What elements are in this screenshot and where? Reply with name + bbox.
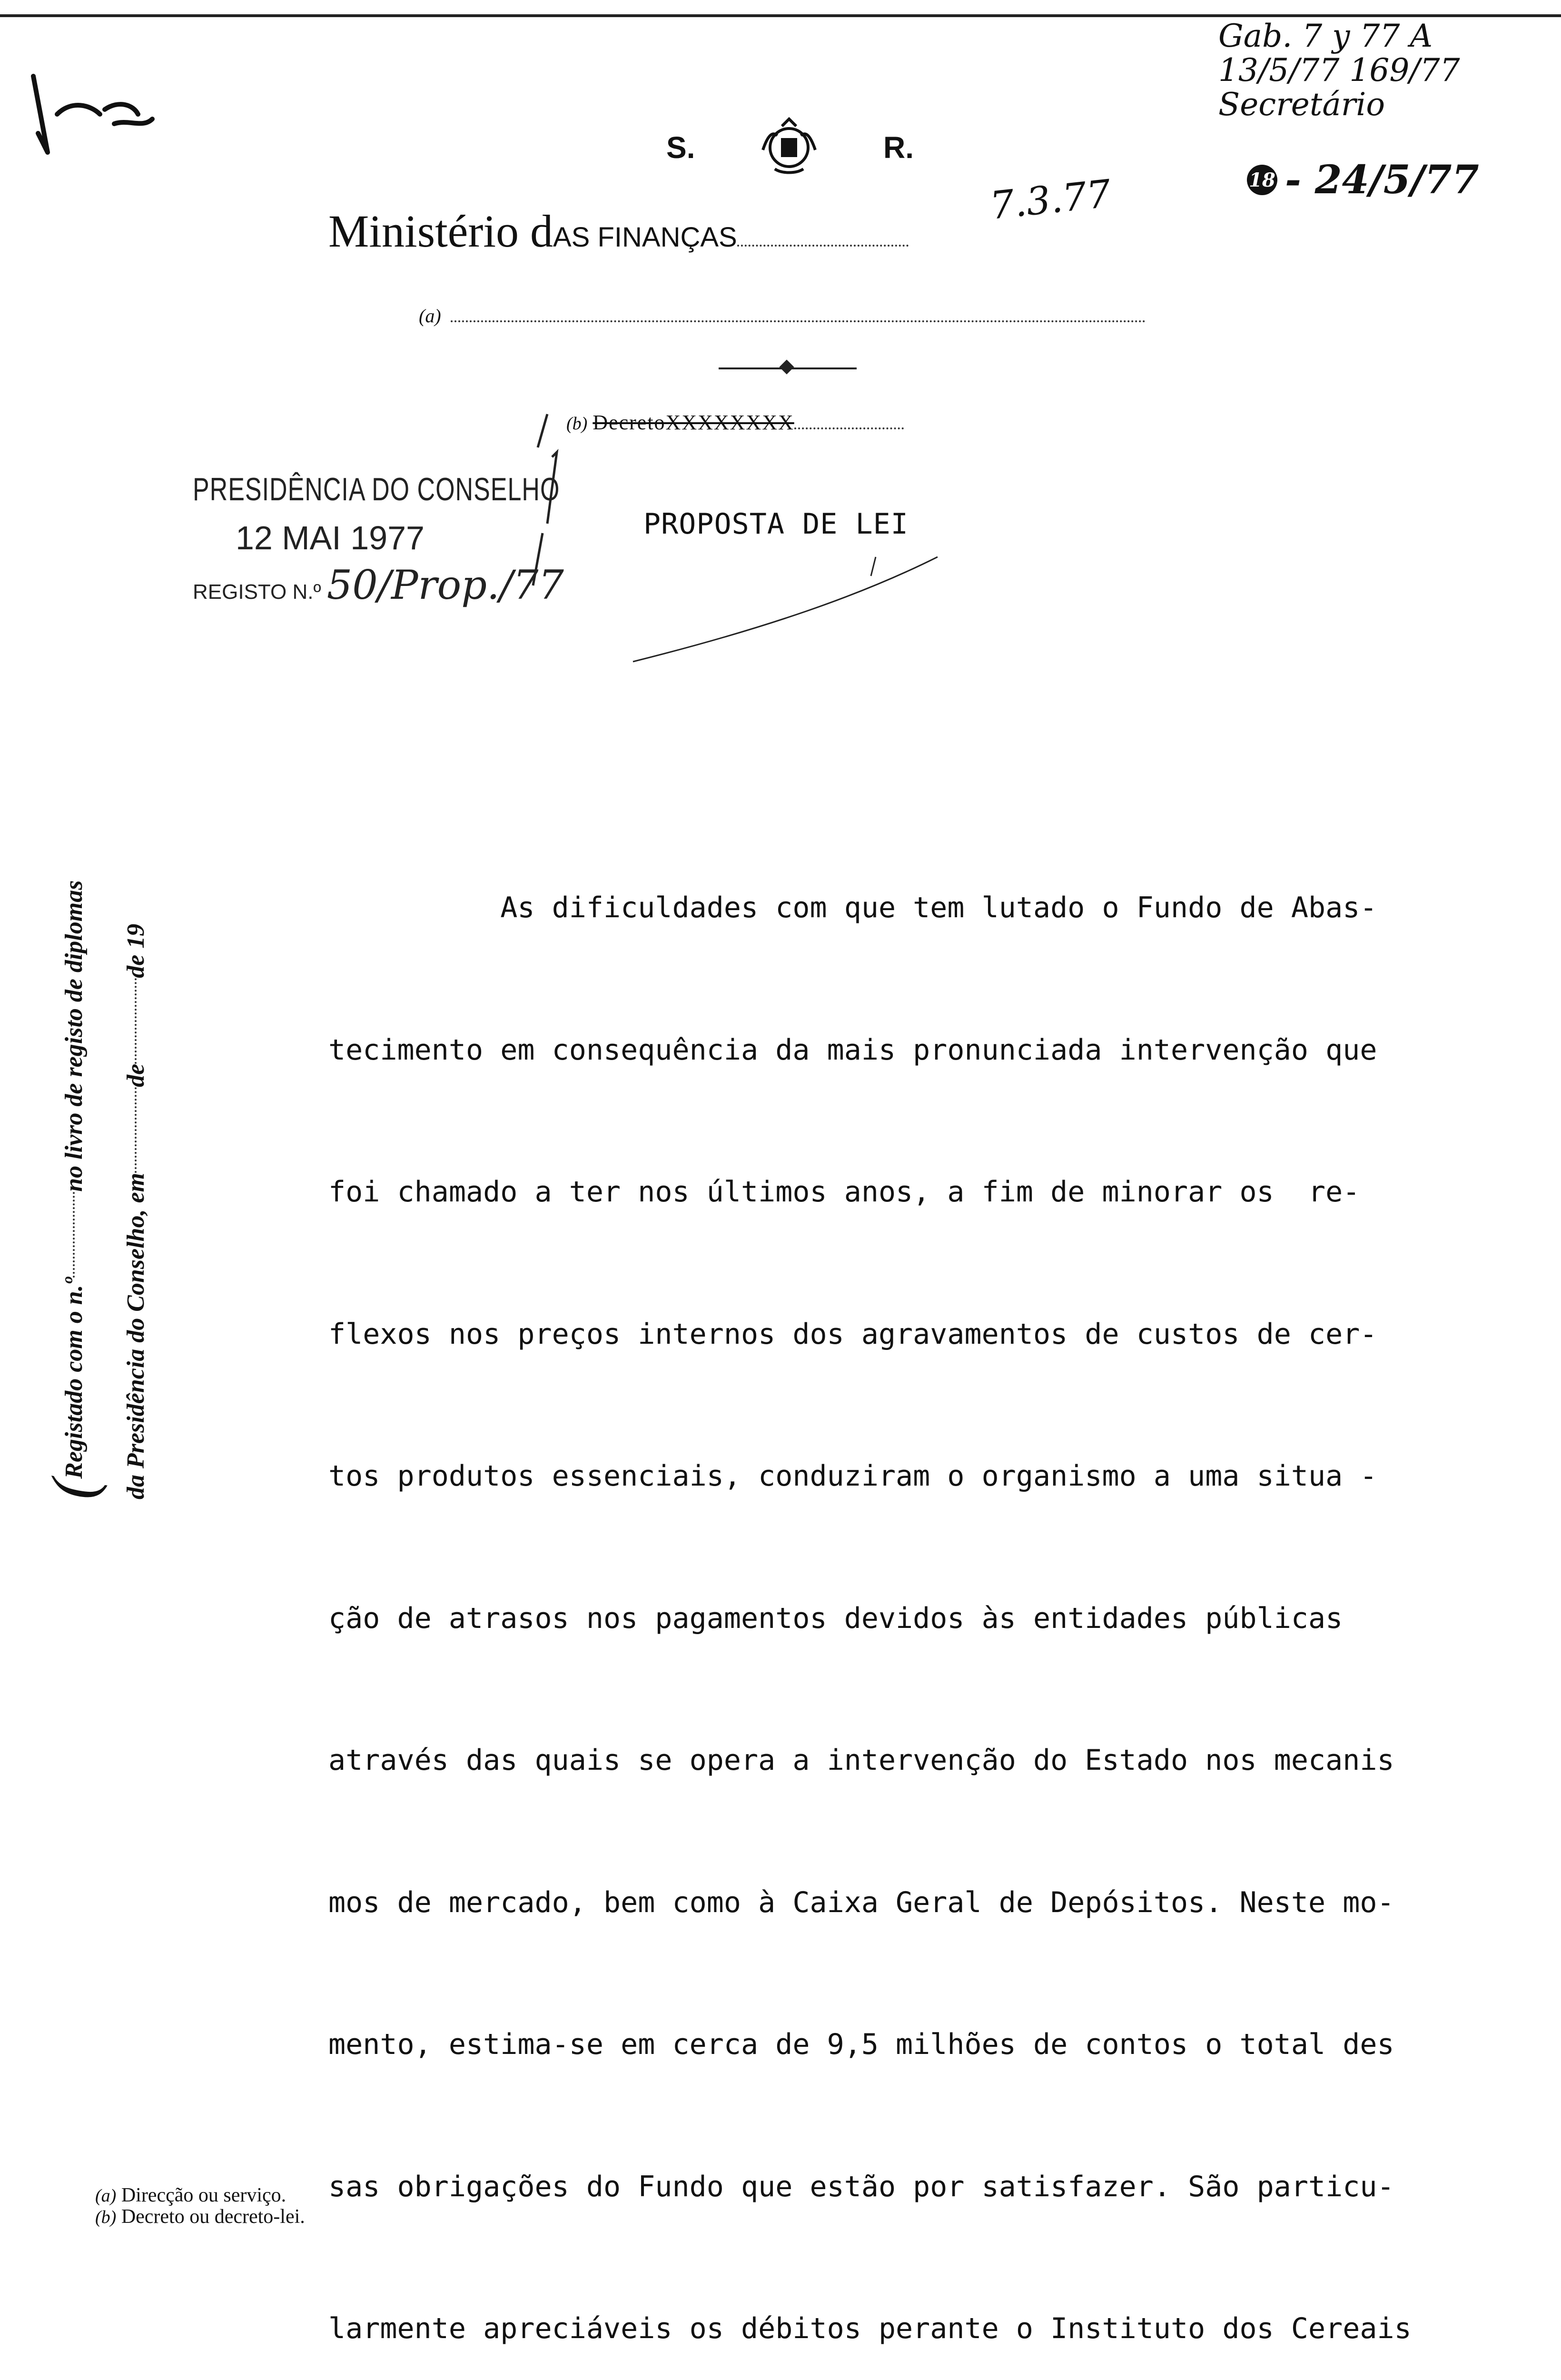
footnote-a	[95, 2185, 305, 2206]
sr-left: S.	[666, 130, 695, 165]
handwritten-note-top-right	[1218, 19, 1460, 122]
handwritten-line: Secretário	[1218, 86, 1385, 123]
handwritten-line: Gab. 7 y 77 A	[1218, 18, 1433, 54]
footnote-text: Decreto ou decreto-lei.	[121, 2206, 305, 2228]
text-line: larmente apreciáveis os débitos perante o Instituto dos Cereais	[328, 2312, 1412, 2345]
text-line: ção de atrasos nos pagamentos devidos às entidades públicas	[328, 1601, 1343, 1635]
line-b-dotted	[794, 427, 904, 429]
ministry-prefix: Ministério d	[328, 206, 553, 257]
text-line: flexos nos preços internos dos agravamentos de custos de cer-	[328, 1317, 1377, 1351]
document-body	[328, 695, 1532, 2380]
registration-stamp	[193, 471, 564, 608]
margin-dotted	[73, 1192, 75, 1278]
ministry-line	[328, 205, 909, 258]
text-line: tecimento em consequência da mais pronunciada intervenção que	[328, 1033, 1377, 1067]
handwritten-line: 13/5/77 169/77	[1218, 52, 1460, 89]
stamp-register	[193, 562, 564, 608]
margin-note-text: no livro de registo de diplomas	[60, 880, 88, 1192]
line-a-dotted	[451, 320, 1146, 322]
line-b-struck-text: DecretoXXXXXXXX	[593, 411, 794, 434]
paragraph-1	[328, 790, 1532, 2380]
margin-note-text: de	[122, 1063, 149, 1087]
pen-stroke-icon	[623, 547, 947, 666]
text-line: foi chamado a ter nos últimos anos, a fim de minorar os re-	[328, 1175, 1360, 1209]
margin-dotted	[135, 1087, 137, 1173]
margin-bracket-icon: (	[40, 1478, 108, 1499]
text-line: mos de mercado, bem como à Caixa Geral de Depósitos. Neste mo-	[328, 1885, 1394, 1919]
text-line: sas obrigações do Fundo que estão por satisfazer. São particu-	[328, 2170, 1394, 2203]
footnote-text: Direcção ou serviço.	[121, 2184, 287, 2206]
text-line: As dificuldades com que tem lutado o Fundo de Abas-	[328, 891, 1377, 924]
date-text: - 24/5/77	[1285, 157, 1479, 203]
text-line: tos produtos essenciais, conduziram o organismo a uma situa -	[328, 1459, 1377, 1493]
document-title: PROPOSTA DE LEI	[643, 507, 909, 541]
line-a-label: (a)	[419, 305, 441, 327]
margin-note-row-2	[105, 643, 167, 1499]
footnote-b	[95, 2206, 305, 2228]
date-badge: 18	[1247, 165, 1277, 195]
text-line: mento, estima-se em cerca de 9,5 milhões de contos o total des	[328, 2028, 1394, 2061]
diamond-icon	[779, 359, 794, 374]
line-a	[419, 305, 1146, 327]
top-rule	[0, 14, 1561, 17]
handwritten-date-stamp	[1247, 157, 1479, 203]
stamp-register-label: REGISTO N.º	[193, 580, 321, 604]
stamp-office: PRESIDÊNCIA DO CONSELHO	[193, 472, 560, 508]
text-line: através das quais se opera a intervenção do Estado nos mecanis	[328, 1744, 1394, 1777]
margin-dotted	[135, 978, 137, 1064]
coat-of-arms-icon	[753, 117, 825, 178]
footnote-label: (a)	[95, 2186, 117, 2206]
footnote-label: (b)	[95, 2207, 117, 2227]
margin-note-text: de 19	[122, 923, 149, 978]
margin-note-row-1	[40, 643, 108, 1499]
sr-right: R.	[883, 130, 914, 165]
signature-date: 7.3.77	[988, 171, 1113, 228]
stamp-register-number: 50/Prop./77	[326, 562, 564, 608]
handwritten-mark-icon	[19, 57, 171, 162]
footnotes	[95, 2185, 305, 2228]
line-b	[566, 410, 904, 435]
ministry-name: AS FINANÇAS	[553, 222, 737, 253]
margin-note-text: Registado com o n.º	[60, 1277, 88, 1479]
stamp-date: 12 MAI 1977	[236, 519, 425, 556]
state-header	[666, 119, 914, 176]
line-b-label: (b)	[566, 414, 588, 434]
registration-margin-note	[40, 643, 167, 1499]
margin-note-text: da Presidência do Conselho, em	[122, 1172, 149, 1499]
ministry-dotted-line	[737, 245, 909, 247]
